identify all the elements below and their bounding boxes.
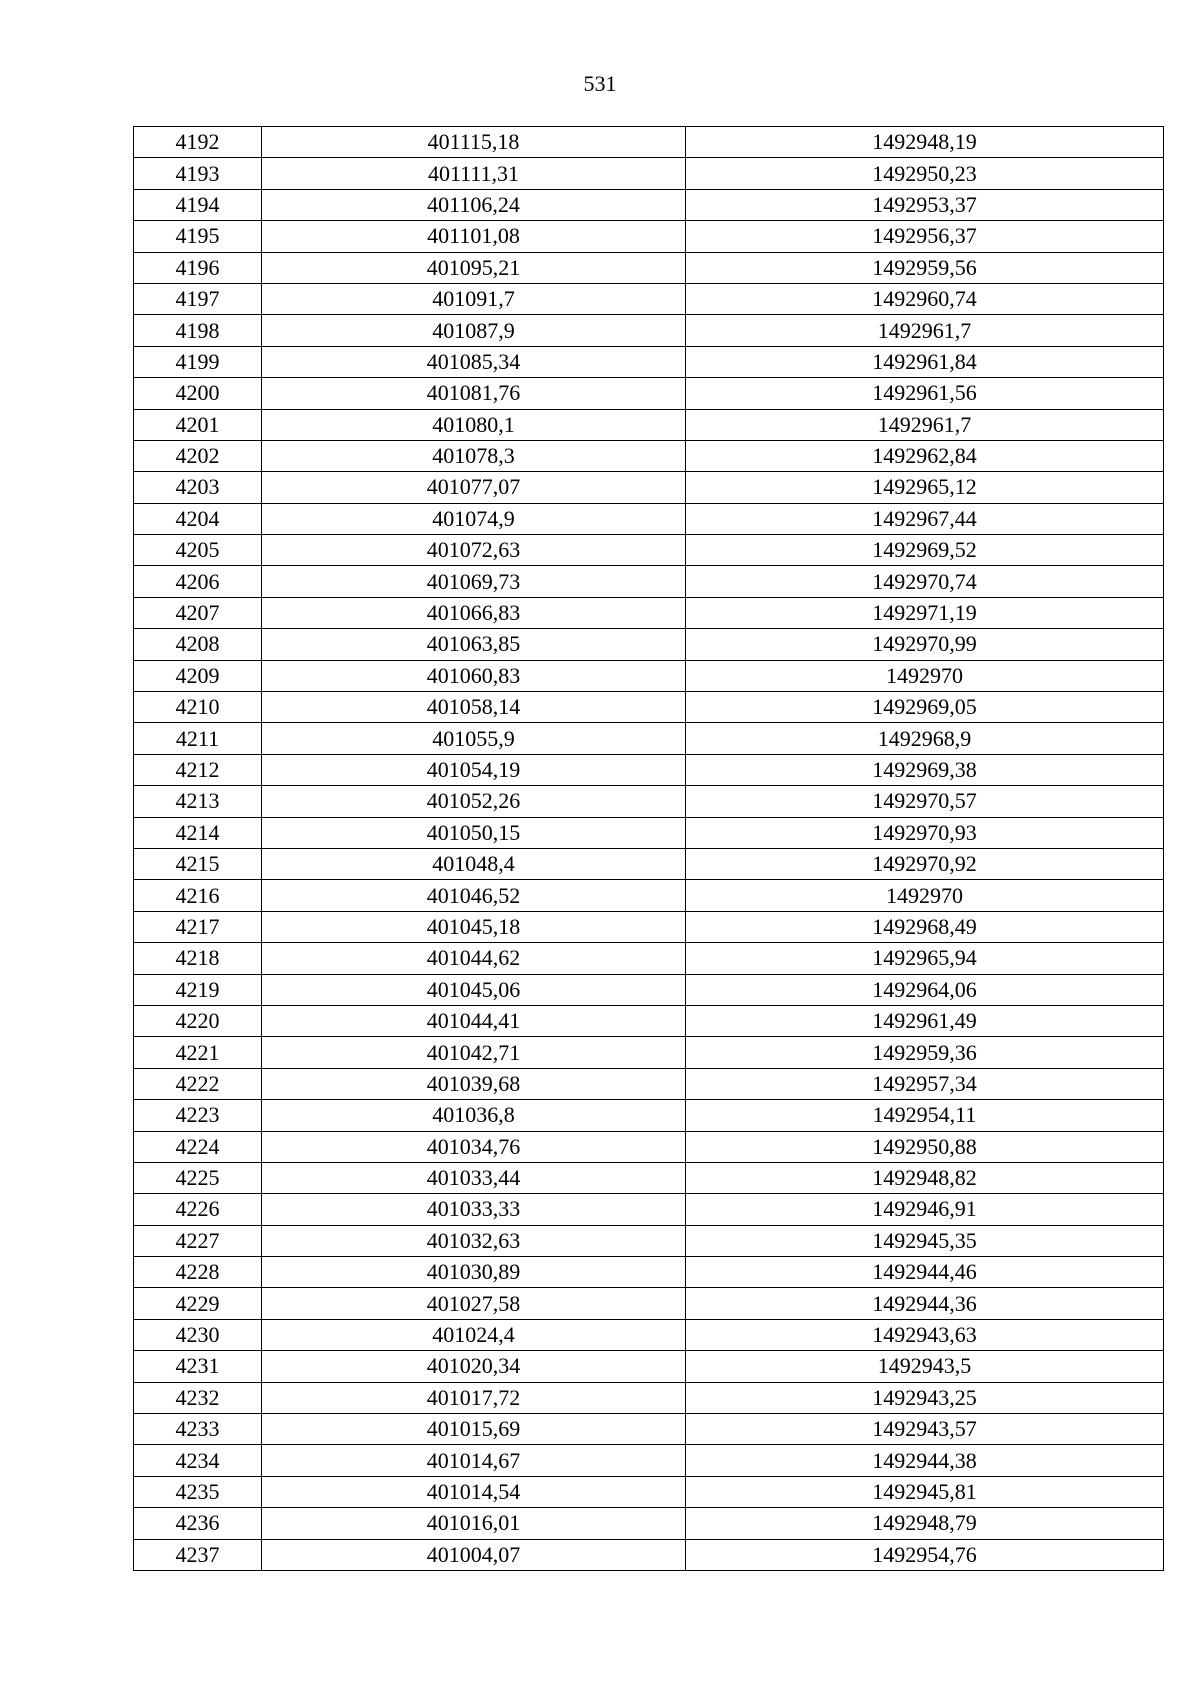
point-number-cell: 4196: [134, 252, 262, 283]
y-coordinate-cell: 1492965,12: [686, 472, 1164, 503]
table-row: [134, 221, 1164, 252]
x-coordinate-cell: 401069,73: [262, 566, 686, 597]
table-row: [134, 1194, 1164, 1225]
point-number-cell: 4199: [134, 346, 262, 377]
point-number-cell: 4206: [134, 566, 262, 597]
point-number-cell: 4200: [134, 378, 262, 409]
table-row: [134, 1445, 1164, 1476]
x-coordinate-cell: 401085,34: [262, 346, 686, 377]
point-number-cell: 4222: [134, 1068, 262, 1099]
point-number-cell: 4212: [134, 754, 262, 785]
y-coordinate-cell: 1492969,38: [686, 754, 1164, 785]
y-coordinate-cell: 1492960,74: [686, 283, 1164, 314]
x-coordinate-cell: 401034,76: [262, 1131, 686, 1162]
y-coordinate-cell: 1492970: [686, 880, 1164, 911]
table-row: [134, 723, 1164, 754]
point-number-cell: 4194: [134, 189, 262, 220]
table-row: [134, 1257, 1164, 1288]
table-row: [134, 409, 1164, 440]
point-number-cell: 4221: [134, 1037, 262, 1068]
table-row: [134, 158, 1164, 189]
x-coordinate-cell: 401077,07: [262, 472, 686, 503]
table-row: [134, 848, 1164, 879]
point-number-cell: 4230: [134, 1319, 262, 1350]
table-row: [134, 880, 1164, 911]
table-row: [134, 503, 1164, 534]
point-number-cell: 4208: [134, 629, 262, 660]
table-row: [134, 1319, 1164, 1350]
coordinates-table-body: [134, 127, 1164, 1571]
y-coordinate-cell: 1492956,37: [686, 221, 1164, 252]
x-coordinate-cell: 401020,34: [262, 1351, 686, 1382]
x-coordinate-cell: 401060,83: [262, 660, 686, 691]
table-row: [134, 1382, 1164, 1413]
x-coordinate-cell: 401017,72: [262, 1382, 686, 1413]
y-coordinate-cell: 1492950,23: [686, 158, 1164, 189]
coordinates-table: [133, 126, 1164, 1571]
y-coordinate-cell: 1492944,38: [686, 1445, 1164, 1476]
x-coordinate-cell: 401048,4: [262, 848, 686, 879]
table-row: [134, 754, 1164, 785]
y-coordinate-cell: 1492953,37: [686, 189, 1164, 220]
table-row: [134, 535, 1164, 566]
y-coordinate-cell: 1492954,11: [686, 1100, 1164, 1131]
point-number-cell: 4204: [134, 503, 262, 534]
point-number-cell: 4192: [134, 127, 262, 158]
y-coordinate-cell: 1492950,88: [686, 1131, 1164, 1162]
y-coordinate-cell: 1492968,49: [686, 911, 1164, 942]
y-coordinate-cell: 1492959,56: [686, 252, 1164, 283]
x-coordinate-cell: 401074,9: [262, 503, 686, 534]
table-row: [134, 629, 1164, 660]
y-coordinate-cell: 1492970,92: [686, 848, 1164, 879]
y-coordinate-cell: 1492943,25: [686, 1382, 1164, 1413]
point-number-cell: 4201: [134, 409, 262, 440]
table-row: [134, 1508, 1164, 1539]
x-coordinate-cell: 401045,18: [262, 911, 686, 942]
point-number-cell: 4220: [134, 1005, 262, 1036]
table-row: [134, 346, 1164, 377]
y-coordinate-cell: 1492954,76: [686, 1539, 1164, 1570]
table-row: [134, 692, 1164, 723]
table-row: [134, 1225, 1164, 1256]
table-row: [134, 378, 1164, 409]
y-coordinate-cell: 1492969,52: [686, 535, 1164, 566]
point-number-cell: 4219: [134, 974, 262, 1005]
x-coordinate-cell: 401081,76: [262, 378, 686, 409]
table-row: [134, 911, 1164, 942]
point-number-cell: 4193: [134, 158, 262, 189]
table-row: [134, 660, 1164, 691]
table-row: [134, 1068, 1164, 1099]
x-coordinate-cell: 401046,52: [262, 880, 686, 911]
table-row: [134, 943, 1164, 974]
y-coordinate-cell: 1492970,93: [686, 817, 1164, 848]
table-row: [134, 1539, 1164, 1570]
point-number-cell: 4205: [134, 535, 262, 566]
table-row: [134, 1100, 1164, 1131]
y-coordinate-cell: 1492961,56: [686, 378, 1164, 409]
x-coordinate-cell: 401052,26: [262, 786, 686, 817]
table-row: [134, 1005, 1164, 1036]
x-coordinate-cell: 401101,08: [262, 221, 686, 252]
table-row: [134, 283, 1164, 314]
x-coordinate-cell: 401078,3: [262, 440, 686, 471]
x-coordinate-cell: 401024,4: [262, 1319, 686, 1350]
table-row: [134, 817, 1164, 848]
x-coordinate-cell: 401111,31: [262, 158, 686, 189]
x-coordinate-cell: 401066,83: [262, 597, 686, 628]
point-number-cell: 4207: [134, 597, 262, 628]
y-coordinate-cell: 1492970,99: [686, 629, 1164, 660]
x-coordinate-cell: 401004,07: [262, 1539, 686, 1570]
table-row: [134, 252, 1164, 283]
x-coordinate-cell: 401044,41: [262, 1005, 686, 1036]
y-coordinate-cell: 1492946,91: [686, 1194, 1164, 1225]
y-coordinate-cell: 1492964,06: [686, 974, 1164, 1005]
y-coordinate-cell: 1492970: [686, 660, 1164, 691]
x-coordinate-cell: 401055,9: [262, 723, 686, 754]
x-coordinate-cell: 401080,1: [262, 409, 686, 440]
table-row: [134, 189, 1164, 220]
point-number-cell: 4197: [134, 283, 262, 314]
x-coordinate-cell: 401027,58: [262, 1288, 686, 1319]
y-coordinate-cell: 1492959,36: [686, 1037, 1164, 1068]
x-coordinate-cell: 401058,14: [262, 692, 686, 723]
x-coordinate-cell: 401095,21: [262, 252, 686, 283]
x-coordinate-cell: 401033,44: [262, 1162, 686, 1193]
x-coordinate-cell: 401044,62: [262, 943, 686, 974]
y-coordinate-cell: 1492945,35: [686, 1225, 1164, 1256]
y-coordinate-cell: 1492948,19: [686, 127, 1164, 158]
y-coordinate-cell: 1492968,9: [686, 723, 1164, 754]
point-number-cell: 4210: [134, 692, 262, 723]
point-number-cell: 4217: [134, 911, 262, 942]
x-coordinate-cell: 401030,89: [262, 1257, 686, 1288]
y-coordinate-cell: 1492967,44: [686, 503, 1164, 534]
point-number-cell: 4213: [134, 786, 262, 817]
point-number-cell: 4226: [134, 1194, 262, 1225]
y-coordinate-cell: 1492969,05: [686, 692, 1164, 723]
table-row: [134, 1162, 1164, 1193]
x-coordinate-cell: 401016,01: [262, 1508, 686, 1539]
y-coordinate-cell: 1492948,79: [686, 1508, 1164, 1539]
point-number-cell: 4214: [134, 817, 262, 848]
table-row: [134, 1288, 1164, 1319]
y-coordinate-cell: 1492945,81: [686, 1476, 1164, 1507]
point-number-cell: 4229: [134, 1288, 262, 1319]
point-number-cell: 4227: [134, 1225, 262, 1256]
x-coordinate-cell: 401063,85: [262, 629, 686, 660]
y-coordinate-cell: 1492961,7: [686, 315, 1164, 346]
table-row: [134, 472, 1164, 503]
point-number-cell: 4233: [134, 1414, 262, 1445]
y-coordinate-cell: 1492961,49: [686, 1005, 1164, 1036]
table-row: [134, 597, 1164, 628]
x-coordinate-cell: 401045,06: [262, 974, 686, 1005]
x-coordinate-cell: 401042,71: [262, 1037, 686, 1068]
point-number-cell: 4231: [134, 1351, 262, 1382]
point-number-cell: 4218: [134, 943, 262, 974]
table-row: [134, 1351, 1164, 1382]
point-number-cell: 4225: [134, 1162, 262, 1193]
y-coordinate-cell: 1492965,94: [686, 943, 1164, 974]
table-row: [134, 127, 1164, 158]
page-number: 531: [583, 71, 617, 96]
table-row: [134, 1476, 1164, 1507]
point-number-cell: 4195: [134, 221, 262, 252]
y-coordinate-cell: 1492944,46: [686, 1257, 1164, 1288]
table-row: [134, 786, 1164, 817]
x-coordinate-cell: 401039,68: [262, 1068, 686, 1099]
x-coordinate-cell: 401032,63: [262, 1225, 686, 1256]
table-row: [134, 1414, 1164, 1445]
y-coordinate-cell: 1492943,57: [686, 1414, 1164, 1445]
point-number-cell: 4215: [134, 848, 262, 879]
point-number-cell: 4223: [134, 1100, 262, 1131]
x-coordinate-cell: 401115,18: [262, 127, 686, 158]
y-coordinate-cell: 1492944,36: [686, 1288, 1164, 1319]
y-coordinate-cell: 1492962,84: [686, 440, 1164, 471]
y-coordinate-cell: 1492970,74: [686, 566, 1164, 597]
point-number-cell: 4211: [134, 723, 262, 754]
y-coordinate-cell: 1492943,63: [686, 1319, 1164, 1350]
x-coordinate-cell: 401014,54: [262, 1476, 686, 1507]
point-number-cell: 4236: [134, 1508, 262, 1539]
point-number-cell: 4209: [134, 660, 262, 691]
point-number-cell: 4235: [134, 1476, 262, 1507]
x-coordinate-cell: 401015,69: [262, 1414, 686, 1445]
table-row: [134, 1037, 1164, 1068]
x-coordinate-cell: 401054,19: [262, 754, 686, 785]
point-number-cell: 4224: [134, 1131, 262, 1162]
y-coordinate-cell: 1492948,82: [686, 1162, 1164, 1193]
x-coordinate-cell: 401087,9: [262, 315, 686, 346]
y-coordinate-cell: 1492970,57: [686, 786, 1164, 817]
point-number-cell: 4203: [134, 472, 262, 503]
point-number-cell: 4216: [134, 880, 262, 911]
table-row: [134, 315, 1164, 346]
x-coordinate-cell: 401091,7: [262, 283, 686, 314]
point-number-cell: 4237: [134, 1539, 262, 1570]
point-number-cell: 4228: [134, 1257, 262, 1288]
x-coordinate-cell: 401072,63: [262, 535, 686, 566]
x-coordinate-cell: 401014,67: [262, 1445, 686, 1476]
table-row: [134, 1131, 1164, 1162]
y-coordinate-cell: 1492971,19: [686, 597, 1164, 628]
table-row: [134, 440, 1164, 471]
table-row: [134, 566, 1164, 597]
point-number-cell: 4234: [134, 1445, 262, 1476]
point-number-cell: 4232: [134, 1382, 262, 1413]
y-coordinate-cell: 1492961,7: [686, 409, 1164, 440]
table-row: [134, 974, 1164, 1005]
y-coordinate-cell: 1492943,5: [686, 1351, 1164, 1382]
y-coordinate-cell: 1492961,84: [686, 346, 1164, 377]
x-coordinate-cell: 401106,24: [262, 189, 686, 220]
y-coordinate-cell: 1492957,34: [686, 1068, 1164, 1099]
point-number-cell: 4202: [134, 440, 262, 471]
x-coordinate-cell: 401036,8: [262, 1100, 686, 1131]
point-number-cell: 4198: [134, 315, 262, 346]
x-coordinate-cell: 401033,33: [262, 1194, 686, 1225]
x-coordinate-cell: 401050,15: [262, 817, 686, 848]
